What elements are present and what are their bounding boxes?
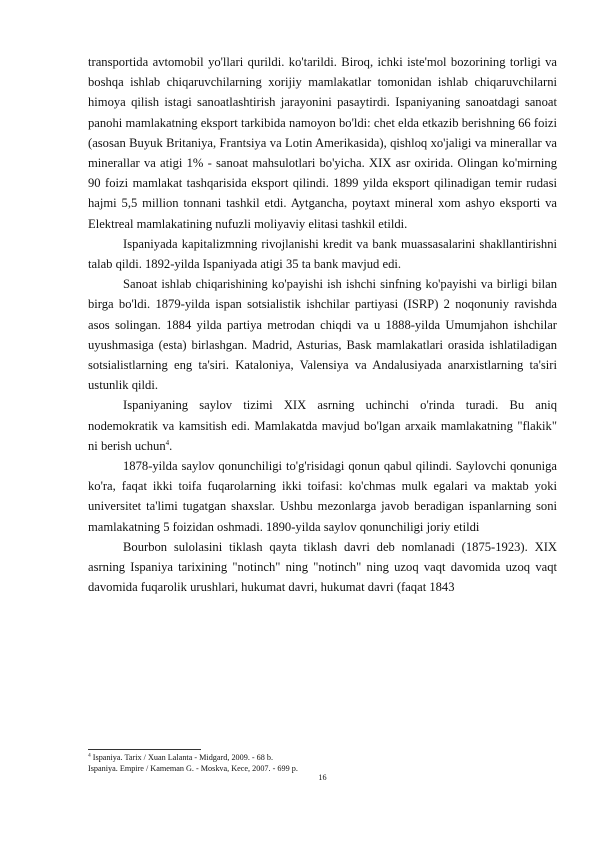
- paragraph-5: 1878-yilda saylov qonunchiligi to'g'risidagi qonun qabul qilindi. Saylovchi qonuniga ko'ra, faqat ikki toifa fuqarolarning ikki toifasi: ko'chmas mulk egalari va maktab yoki universitet ta'limi tugatgan shaxslar. Ushbu mezonlarga javob beradigan ispanlarning soni mamlakatning 5 foizidan oshmadi. 1890-yilda saylov qonunchiligi joriy etildi: [88, 459, 557, 534]
- paragraph-2: Ispaniyada kapitalizmning rivojlanishi kredit va bank muassasalarini shakllantirishni talab qildi. 1892-yilda Ispaniyada atigi 35 ta bank mavjud edi.: [88, 236, 557, 272]
- paragraph-1: transportida avtomobil yo'llari qurildi. ko'tarildi. Biroq, ichki iste'mol bozorining torligi va boshqa ishlab chiqaruvchilarning xorijiy mamlakatlar tomonidan ishlab chiqaruvchilarni himoya qilish istagi sanoatlashtirish jarayonini pasaytirdi. Ispaniyaning sanoatdagi sanoat panohi mamlakatning eksport tarkibida namoyon bo'ldi: chet elda etkazib berishning 66 foizi (asosan Buyuk Britaniya, Frantsiya va Lotin Amerikasida), qishloq xo'jaligi va minerallar va minerallar va atigi 1% - sanoat mahsulotlari bo'yicha. XIX asr oxirida. Olingan ko'mirning 90 foizi mamlakat tashqarisida eksport qilindi. 1899 yilda eksport qilinadigan temir rudasi hajmi 5,5 million tonnani tashkil etdi. Aytgancha, poytaxt mineral xom ashyo eksporti va Elektreal mamlakatining nufuzli moliyaviy elitasi tashkil etildi.: [88, 55, 557, 231]
- footnote-1-mark: 4: [88, 752, 91, 759]
- document-body: [88, 52, 557, 597]
- paragraph-6: Bourbon sulolasini tiklash qayta tiklash davri deb nomlanadi (1875-1923). XIX asrning Ispaniya tarixining "notinch" ning "notinch" ning uzoq vaqt davomida uzoq vaqt davomida fuqarolik urushlari, hukumat davri, hukumat davri (faqat 1843: [88, 539, 557, 595]
- paragraph-4-text: Ispaniyaning saylov tizimi XIX asrning uchinchi o'rinda turadi. Bu aniq nodemokratik va kamsitish edi. Mamlakatda mavjud bo'lgan arxaik mamlakatning "flakik" ni berish uchun: [88, 398, 557, 453]
- paragraph-3: Sanoat ishlab chiqarishining ko'payishi ish ishchi sinfning ko'payishi va birligi bilan birga bo'ldi. 1879-yilda ispan sotsialistik ishchilar partiyasi (ISRP) 2 noqonuniy ravishda asos solingan. 1884 yilda partiya metrodan chiqdi va u 1888-yilda Umumjahon ishchilar uyushmasiga (esta) birlashgan. Madrid, Asturias, Bask mamlakatlari orasida ishlatiladigan sotsialistlarning eng ta'siri. Kataloniya, Valensiya va Andalusiyada anarxistlarning ta'siri ustunlik qildi.: [88, 277, 557, 393]
- footnote-reference: 4: [165, 438, 170, 447]
- paragraph-4: [88, 395, 557, 456]
- paragraph-4-period: .: [169, 438, 173, 453]
- footnote-divider: [88, 749, 201, 750]
- footnote-2-text: Ispaniya. Empire / Kameman G. - Moskva, Kece, 2007. - 699 p.: [88, 764, 298, 773]
- page-number: 16: [318, 773, 327, 782]
- footnote-1-text: Ispaniya. Tarix / Xuan Lalanta - Midgard, 2009. - 68 b.: [90, 753, 274, 762]
- footnote-1: [88, 752, 557, 763]
- footnotes: [88, 752, 557, 774]
